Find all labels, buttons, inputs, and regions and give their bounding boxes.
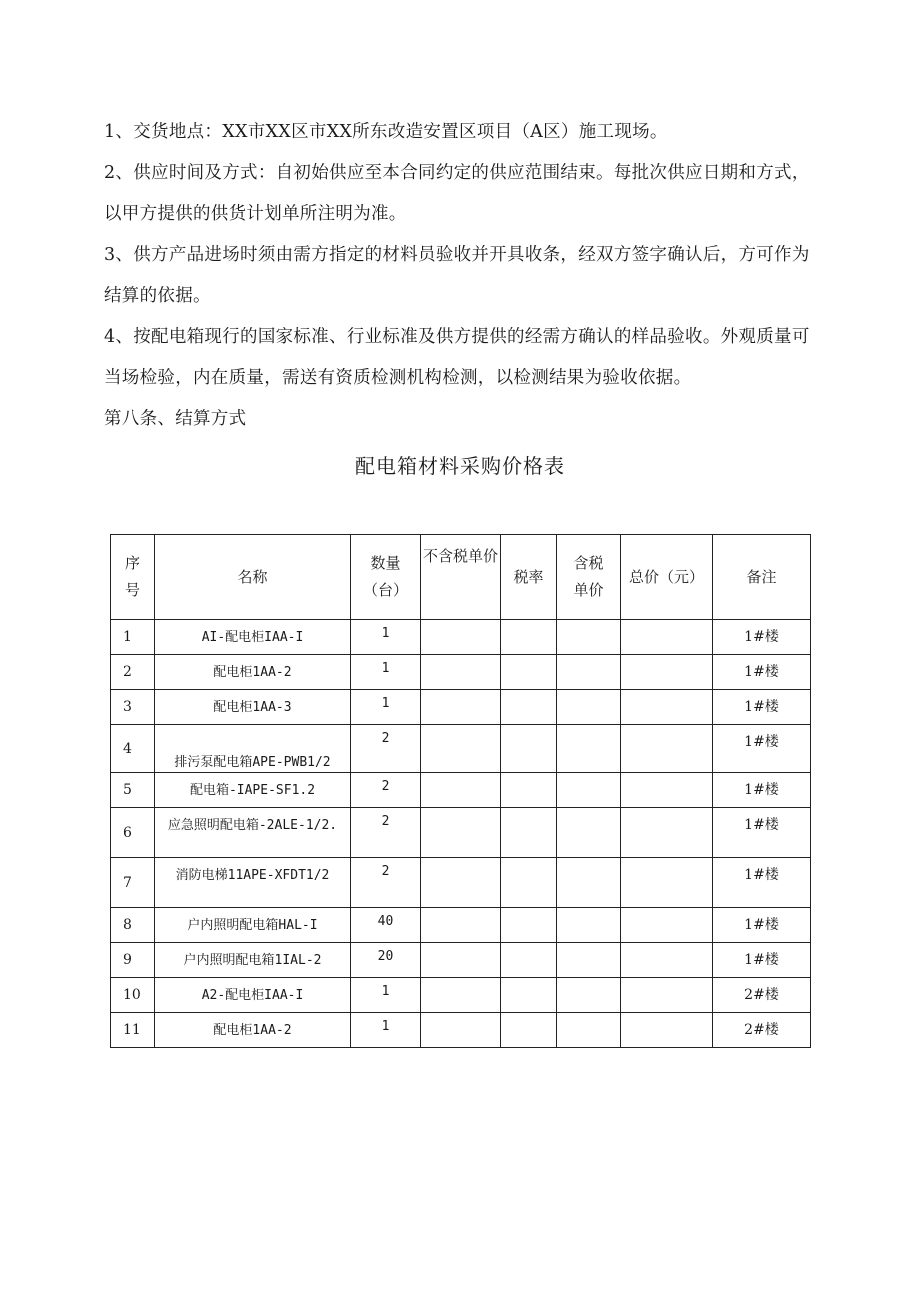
row-number: 6 xyxy=(111,808,155,858)
row-name: 配电柜1AA-3 xyxy=(155,690,351,725)
row-total xyxy=(621,620,713,655)
row-note: 1#楼 xyxy=(713,858,811,908)
row-name: 配电柜1AA-2 xyxy=(155,1013,351,1048)
row-price-inc-tax xyxy=(557,773,621,808)
table-row xyxy=(111,655,811,690)
row-total xyxy=(621,808,713,858)
row-name: 户内照明配电箱HAL-I xyxy=(155,908,351,943)
row-note: 1#楼 xyxy=(713,655,811,690)
row-quantity: 1 xyxy=(351,655,421,690)
header-qty: 数量（台） xyxy=(351,535,421,620)
row-number: 7 xyxy=(111,858,155,908)
row-name: AI-配电柜IAA-I xyxy=(155,620,351,655)
row-note: 1#楼 xyxy=(713,808,811,858)
row-price-inc-tax xyxy=(557,808,621,858)
row-name: 配电柜1AA-2 xyxy=(155,655,351,690)
section-heading: 第八条、结算方式 xyxy=(104,409,247,429)
header-note: 备注 xyxy=(713,535,811,620)
row-tax-rate xyxy=(501,620,557,655)
row-total xyxy=(621,908,713,943)
row-quantity: 1 xyxy=(351,620,421,655)
row-total xyxy=(621,690,713,725)
row-tax-rate xyxy=(501,1013,557,1048)
row-note: 1#楼 xyxy=(713,908,811,943)
row-price-ex-tax xyxy=(421,620,501,655)
table-row xyxy=(111,978,811,1013)
row-name: 户内照明配电箱1IAL-2 xyxy=(155,943,351,978)
row-quantity: 1 xyxy=(351,690,421,725)
clause-1: 1、交货地点：XX市XX区市XX所东改造安置区项目（A区）施工现场。 xyxy=(104,122,668,142)
row-total xyxy=(621,725,713,773)
row-note: 2#楼 xyxy=(713,978,811,1013)
table-header-row xyxy=(111,535,811,620)
row-tax-rate xyxy=(501,943,557,978)
row-price-inc-tax xyxy=(557,690,621,725)
row-price-inc-tax xyxy=(557,978,621,1013)
row-total xyxy=(621,978,713,1013)
row-price-ex-tax xyxy=(421,858,501,908)
row-tax-rate xyxy=(501,908,557,943)
price-table xyxy=(110,534,811,1048)
row-price-ex-tax xyxy=(421,1013,501,1048)
row-tax-rate xyxy=(501,690,557,725)
row-note: 1#楼 xyxy=(713,620,811,655)
table-row xyxy=(111,858,811,908)
row-number: 2 xyxy=(111,655,155,690)
clause-2: 2、供应时间及方式：自初始供应至本合同约定的供应范围结束。每批次供应日期和方式，以甲方提供的供货计划单所注明为准。 xyxy=(104,163,810,224)
row-quantity: 40 xyxy=(351,908,421,943)
row-quantity: 2 xyxy=(351,858,421,908)
row-total xyxy=(621,655,713,690)
row-name: 消防电梯11APE-XFDT1/2 xyxy=(155,858,351,908)
row-quantity: 2 xyxy=(351,808,421,858)
row-price-inc-tax xyxy=(557,725,621,773)
row-number: 1 xyxy=(111,620,155,655)
table-title: 配电箱材料采购价格表 xyxy=(355,454,565,478)
row-price-ex-tax xyxy=(421,690,501,725)
table-row xyxy=(111,943,811,978)
row-price-ex-tax xyxy=(421,943,501,978)
row-quantity: 2 xyxy=(351,773,421,808)
row-tax-rate xyxy=(501,773,557,808)
row-price-inc-tax xyxy=(557,620,621,655)
row-number: 11 xyxy=(111,1013,155,1048)
header-tax-rate: 税率 xyxy=(501,535,557,620)
row-tax-rate xyxy=(501,978,557,1013)
row-tax-rate xyxy=(501,655,557,690)
row-number: 9 xyxy=(111,943,155,978)
header-price-inc-tax: 含税单价 xyxy=(557,535,621,620)
header-no: 序号 xyxy=(111,535,155,620)
row-price-ex-tax xyxy=(421,908,501,943)
row-note: 1#楼 xyxy=(713,943,811,978)
row-number: 5 xyxy=(111,773,155,808)
row-tax-rate xyxy=(501,858,557,908)
table-row xyxy=(111,1013,811,1048)
clause-3: 3、供方产品进场时须由需方指定的材料员验收并开具收条，经双方签字确认后，方可作为结算的依据。 xyxy=(104,245,810,306)
table-row xyxy=(111,690,811,725)
row-quantity: 1 xyxy=(351,1013,421,1048)
table-row xyxy=(111,620,811,655)
row-price-inc-tax xyxy=(557,858,621,908)
row-price-ex-tax xyxy=(421,725,501,773)
row-price-inc-tax xyxy=(557,1013,621,1048)
table-row xyxy=(111,725,811,773)
row-name: 配电箱-IAPE-SF1.2 xyxy=(155,773,351,808)
row-price-ex-tax xyxy=(421,773,501,808)
row-number: 10 xyxy=(111,978,155,1013)
row-number: 4 xyxy=(111,725,155,773)
row-note: 1#楼 xyxy=(713,690,811,725)
row-price-ex-tax xyxy=(421,808,501,858)
row-price-inc-tax xyxy=(557,908,621,943)
row-quantity: 1 xyxy=(351,978,421,1013)
row-price-inc-tax xyxy=(557,943,621,978)
row-name: 排污泵配电箱APE-PWB1/2 xyxy=(155,725,351,773)
row-total xyxy=(621,858,713,908)
row-name: A2-配电柜IAA-I xyxy=(155,978,351,1013)
row-note: 1#楼 xyxy=(713,725,811,773)
row-number: 3 xyxy=(111,690,155,725)
row-note: 2#楼 xyxy=(713,1013,811,1048)
row-quantity: 2 xyxy=(351,725,421,773)
header-price-ex-tax: 不含税单价 xyxy=(421,535,501,620)
row-tax-rate xyxy=(501,725,557,773)
header-name: 名称 xyxy=(155,535,351,620)
row-name: 应急照明配电箱-2ALE-1/2. xyxy=(155,808,351,858)
row-total xyxy=(621,1013,713,1048)
row-price-ex-tax xyxy=(421,655,501,690)
row-quantity: 20 xyxy=(351,943,421,978)
row-total xyxy=(621,773,713,808)
clause-4: 4、按配电箱现行的国家标准、行业标准及供方提供的经需方确认的样品验收。外观质量可当场检验，内在质量，需送有资质检测机构检测，以检测结果为验收依据。 xyxy=(104,327,810,388)
row-tax-rate xyxy=(501,808,557,858)
row-total xyxy=(621,943,713,978)
row-note: 1#楼 xyxy=(713,773,811,808)
table-row xyxy=(111,773,811,808)
row-number: 8 xyxy=(111,908,155,943)
row-price-ex-tax xyxy=(421,978,501,1013)
row-price-inc-tax xyxy=(557,655,621,690)
table-row xyxy=(111,808,811,858)
table-row xyxy=(111,908,811,943)
header-total: 总价（元） xyxy=(621,535,713,620)
